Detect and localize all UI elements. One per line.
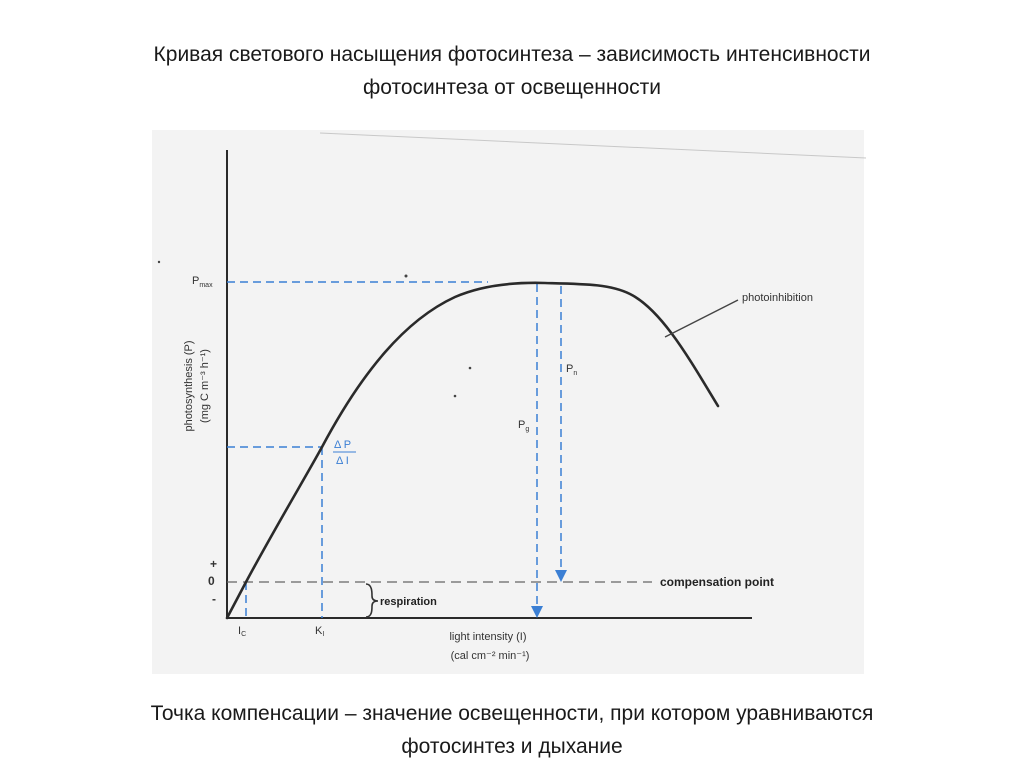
pn-label: $P_n$ [566,363,578,377]
pg-label: $P_g$ [518,419,530,433]
scan-background [152,130,864,674]
minus-sign: - [212,592,216,606]
light-saturation-diagram [150,128,874,678]
ic-label: IC [238,625,247,638]
slide-caption [20,697,1004,763]
zero-label: 0 [208,574,215,588]
diagram-canvas [150,128,874,678]
slide-caption-line-1: Точка компенсации – значение освещенности, при котором уравниваются [150,702,874,725]
scan-speck [454,395,457,398]
scan-speck [158,261,160,263]
slope-numerator: Δ P [334,439,352,451]
compensation-point-label: compensation point [660,575,774,589]
scan-speck [469,367,472,370]
x-axis-label-line-1: light intensity (I) [449,631,527,643]
slide-title [40,38,984,104]
kl-label: KI [315,625,325,638]
slide-caption-line-2: фотосинтез и дыхание [401,735,623,758]
x-axis-label-line-2: (cal cm⁻² min⁻¹) [450,650,530,662]
respiration-label: respiration [380,596,437,608]
slide-title-line-1: Кривая светового насыщения фотосинтеза – зависимость интенсивности [153,43,871,66]
slide-title-line-2: фотосинтеза от освещенности [362,76,662,99]
plus-sign: + [210,557,218,571]
slope-denominator: Δ I [336,455,349,467]
y-axis-label-line-2: (mg C m⁻³ h⁻¹) [199,349,211,423]
scan-speck [405,275,408,278]
photoinhibition-label: photoinhibition [742,292,813,304]
y-axis-label-line-1: photosynthesis (P) [183,340,195,432]
pmax-label: $P_{max}$ [192,275,213,289]
